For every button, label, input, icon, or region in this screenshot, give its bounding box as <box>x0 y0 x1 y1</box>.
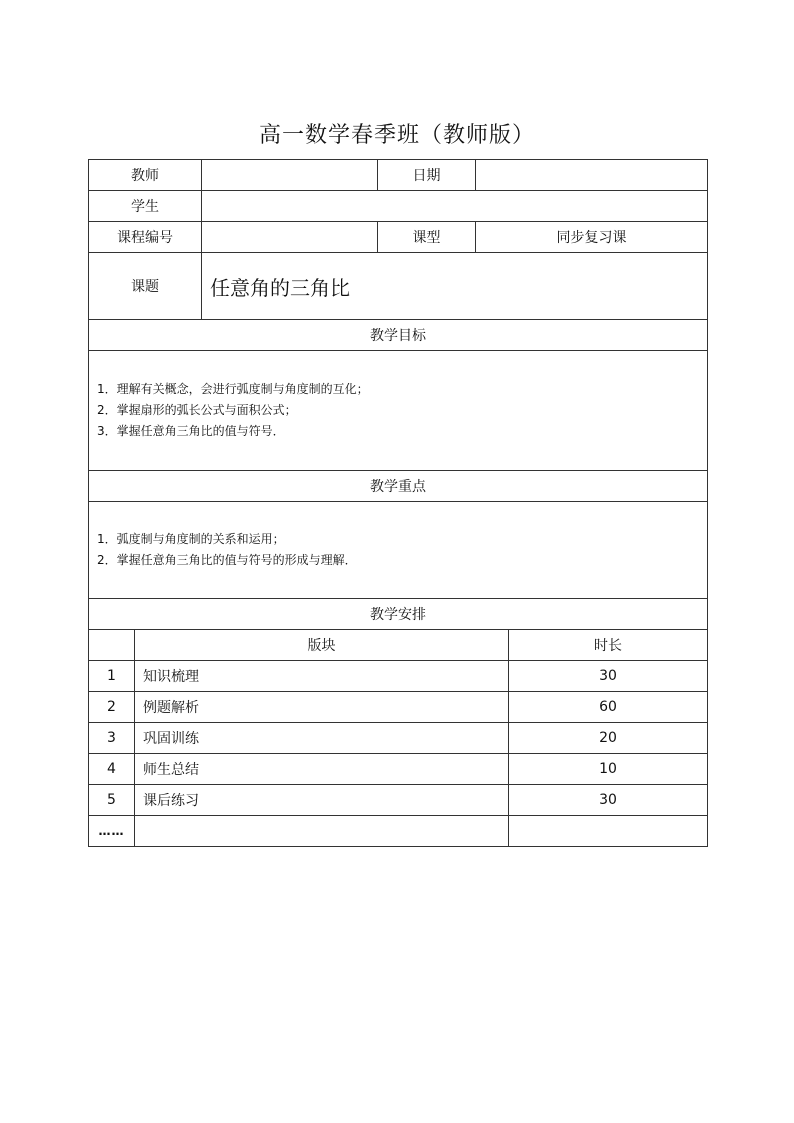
topic-row <box>89 253 708 320</box>
student-label: 学生 <box>89 191 202 222</box>
topic-label: 课题 <box>89 253 202 320</box>
row-block: 师生总结 <box>135 754 509 785</box>
key-points-body-row <box>89 502 708 599</box>
lesson-type-value: 同步复习课 <box>476 222 708 253</box>
teacher-date-row <box>89 160 708 191</box>
key-points-header: 教学重点 <box>89 471 708 502</box>
schedule-block-header: 版块 <box>135 630 509 661</box>
student-value[interactable] <box>202 191 708 222</box>
goal-item: 2．掌握扇形的弧长公式与面积公式； <box>97 403 297 417</box>
row-number: 4 <box>89 754 135 785</box>
page-title: 高一数学春季班（教师版） <box>258 123 535 148</box>
schedule-duration-header: 时长 <box>509 630 708 661</box>
row-duration: 60 <box>509 692 708 723</box>
key-points-header-row <box>89 471 708 502</box>
key-point-item: 2．掌握任意角三角比的值与符号的形成与理解． <box>97 553 357 567</box>
course-code-label: 课程编号 <box>89 222 202 253</box>
row-block: 知识梳理 <box>135 661 509 692</box>
row-number: 3 <box>89 723 135 754</box>
row-duration-empty <box>509 816 708 847</box>
goal-item: 1．理解有关概念，会进行弧度制与角度制的互化； <box>97 382 369 396</box>
teacher-value[interactable] <box>202 160 378 191</box>
key-points-list <box>89 502 708 599</box>
schedule-column-header-row <box>89 630 708 661</box>
date-value[interactable] <box>476 160 708 191</box>
table-row-more <box>89 816 708 847</box>
goals-body-row <box>89 351 708 471</box>
table-row <box>89 723 708 754</box>
row-block: 例题解析 <box>135 692 509 723</box>
more-ellipsis: …… <box>89 816 135 847</box>
student-row <box>89 191 708 222</box>
goal-item: 3．掌握任意角三角比的值与符号． <box>97 424 285 438</box>
goals-header: 教学目标 <box>89 320 708 351</box>
key-point-item: 1．弧度制与角度制的关系和运用； <box>97 532 285 546</box>
schedule-no-header <box>89 630 135 661</box>
row-number: 5 <box>89 785 135 816</box>
row-duration: 30 <box>509 661 708 692</box>
row-number: 1 <box>89 661 135 692</box>
row-block: 巩固训练 <box>135 723 509 754</box>
schedule-header: 教学安排 <box>89 599 708 630</box>
table-row <box>89 692 708 723</box>
table-row <box>89 785 708 816</box>
goals-header-row <box>89 320 708 351</box>
lesson-type-label: 课型 <box>378 222 476 253</box>
row-block: 课后练习 <box>135 785 509 816</box>
row-number: 2 <box>89 692 135 723</box>
course-row <box>89 222 708 253</box>
row-duration: 30 <box>509 785 708 816</box>
table-row <box>89 754 708 785</box>
lesson-plan-table <box>88 159 708 847</box>
topic-value: 任意角的三角比 <box>202 253 708 320</box>
schedule-header-row <box>89 599 708 630</box>
row-block-empty <box>135 816 509 847</box>
date-label: 日期 <box>378 160 476 191</box>
table-row <box>89 661 708 692</box>
goals-list <box>89 351 708 471</box>
teacher-label: 教师 <box>89 160 202 191</box>
course-code-value[interactable] <box>202 222 378 253</box>
row-duration: 20 <box>509 723 708 754</box>
row-duration: 10 <box>509 754 708 785</box>
